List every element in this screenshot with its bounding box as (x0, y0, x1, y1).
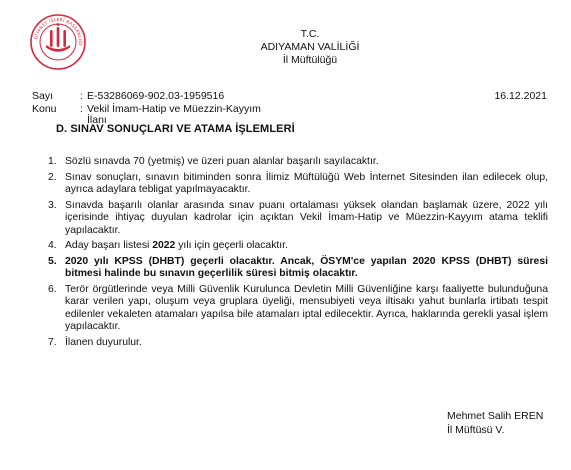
list-item-number: 6. (48, 283, 57, 295)
signature-block (447, 410, 543, 437)
sayi-value: E-53286069-902.03-1959516 (87, 90, 225, 102)
list-item-number: 3. (48, 199, 57, 211)
list-item-text: İlanen duyurulur. (65, 336, 142, 348)
sayi-colon: : (80, 90, 83, 102)
document-header (160, 28, 460, 67)
konu-colon: : (80, 103, 83, 115)
diyanet-logo-icon (30, 14, 86, 70)
konu-label: Konu (32, 103, 57, 115)
header-valilik: ADIYAMAN VALİLİĞİ (260, 41, 360, 53)
list-item-number: 4. (48, 240, 57, 251)
konu-value-line2: İlanı (87, 114, 107, 126)
list-item (46, 337, 548, 350)
list-item-number: 2. (48, 171, 57, 183)
list-item (46, 172, 548, 197)
list-item-text: Terör örgütlerinde veya Milli Güvenlik Kurulunca Devletin Milli Güvenliğine karşı faaliyette bulunduğuna karar verilen yapı, oluşum veya gruplara üyeliği, mensubiyeti veya iltisakı yahut bunlarla irtibatı tespit edilenler vekaleten atamaları yapılsa bile atamaları iptal edilecektir. Ayrıca, haklarında gerekli yasal işlem yapılacaktır. (65, 283, 548, 332)
list-item-number: 1. (48, 156, 57, 167)
list-item-text: Sözlü sınavda 70 (yetmiş) ve üzeri puan alanlar başarılı sayılacaktır. (65, 156, 379, 167)
list-item-text: Sınavda başarılı olanlar arasında sınav puanı ortalaması yüksek olandan başlamak üzere, 2022 yılı içerisinde ihtiyaç duyulan kadrolar için açıktan Vekil İmam-Hatip ve Müezzin-Kayyım atama teklifi yapılacaktır. (65, 199, 548, 236)
diyanet-logo-svg (30, 14, 86, 70)
header-muftuluk: İl Müftülüğü (282, 54, 338, 66)
section-title: D. SINAV SONUÇLARI VE ATAMA İŞLEMLERİ (56, 123, 295, 135)
list-item-number: 5. (48, 255, 57, 267)
header-tc: T.C. (300, 28, 320, 40)
signature-title: İl Müftüsü V. (447, 423, 505, 436)
list-item-text-bold: 2022 (152, 240, 176, 251)
logo-ring-text: DİYANET İŞLERİ BAŞKANLIĞI (33, 16, 84, 46)
list-item (46, 284, 548, 334)
sayi-label: Sayı (32, 90, 54, 102)
document-date: 16.12.2021 (494, 90, 547, 102)
list-item (46, 240, 548, 253)
list-item (46, 156, 548, 169)
list-item-text-after: yılı için geçerli olacaktır. (175, 240, 288, 251)
konu-value-line1: Vekil İmam-Hatip ve Müezzin-Kayyım (87, 103, 261, 115)
list-item-text: 2020 yılı KPSS (DHBT) geçerli olacaktır. Ancak, ÖSYM'ce yapılan 2020 KPSS (DHBT) süresi bitmesi halinde bu sınavın geçerlilik süresi bitmiş olacaktır. (65, 255, 548, 279)
list-item (46, 256, 548, 281)
list-item-text: Sınav sonuçları, sınavın bitiminden sonra İlimiz Müftülüğü Web İnternet Sitesinden ilan edilecek olup, ayrıca adaylara tebligat yapılmayacaktır. (65, 171, 548, 195)
meta-sayi-row (0, 90, 400, 102)
signature-name: Mehmet Salih EREN (447, 410, 544, 422)
list-item (46, 200, 548, 238)
list-item-number: 7. (48, 336, 57, 348)
rules-list (46, 156, 548, 352)
list-item-text-before: Aday başarı listesi (65, 240, 153, 251)
